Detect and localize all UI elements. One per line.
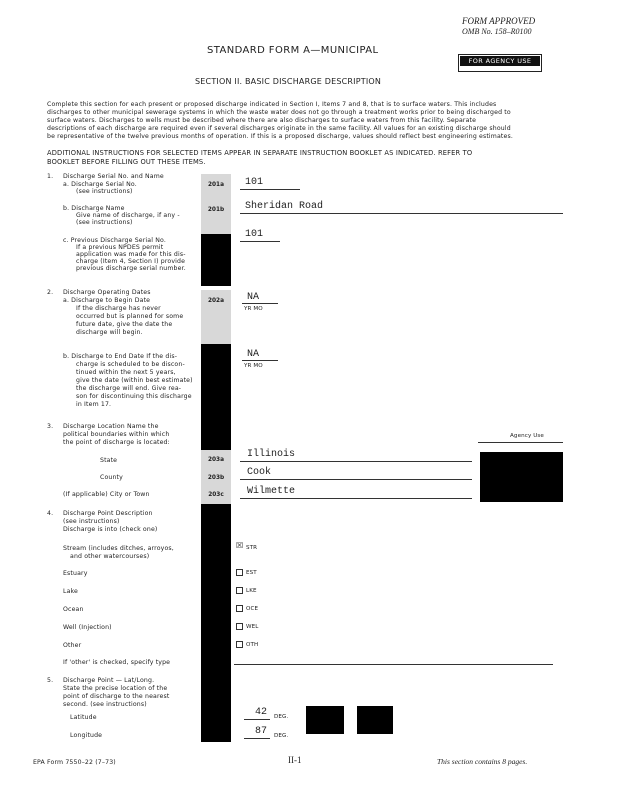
underline <box>240 461 472 462</box>
end-date-value[interactable]: NA <box>247 349 260 360</box>
underline <box>240 479 472 480</box>
underline <box>242 303 278 304</box>
specify-label: If 'other' is checked, specify type <box>63 659 171 666</box>
item3-title: political boundaries within which <box>63 431 170 438</box>
item4-number: 4. <box>47 510 54 517</box>
item2a-label: a. Discharge to Begin Date <box>63 297 151 304</box>
latitude-label: Latitude <box>70 714 97 721</box>
item1-number: 1. <box>47 173 54 180</box>
stream-checkbox[interactable]: ☒ <box>236 541 244 550</box>
item2a-sub: future date, give the date the <box>76 321 173 328</box>
intro-line-5: be representative of the twelve previous months of operation. If this is a proposed discharge, values should reflect best engineering estimates. <box>47 133 513 140</box>
page-number: II-1 <box>288 755 302 765</box>
other-checkbox[interactable] <box>236 641 243 648</box>
longitude-value[interactable]: 87 <box>255 726 268 737</box>
additional-line-2: BOOKLET BEFORE FILLING OUT THESE ITEMS. <box>47 158 206 166</box>
estuary-checkbox[interactable] <box>236 569 243 576</box>
intro-line-1: Complete this section for each present or proposed discharge indicated in Section I, Items 7 and 8, that is to surface waters. This includes <box>47 101 497 108</box>
ocean-label: Ocean <box>63 606 84 613</box>
yr-mo-label: YR MO <box>244 306 263 312</box>
intro-line-3: surface waters. Discharges to wells must be described where there are also discharges to surface waters from this facility. Separate <box>47 117 477 124</box>
stream-label: Stream (includes ditches, arroyos, <box>63 545 174 552</box>
item2b-sub: tinued within the next 5 years, <box>76 369 176 376</box>
county-value[interactable]: Cook <box>247 467 272 478</box>
city-label: (If applicable) City or Town <box>63 491 150 498</box>
specify-field[interactable] <box>234 664 553 665</box>
begin-date-value[interactable]: NA <box>247 292 260 303</box>
underline <box>240 213 563 214</box>
yr-mo-label: YR MO <box>244 363 263 369</box>
item4-title: Discharge is into (check one) <box>63 526 158 533</box>
item1b-label: b. Discharge Name <box>63 205 125 212</box>
section-page-note: This section contains 8 pages. <box>437 757 528 766</box>
item3-title: the point of discharge is located: <box>63 439 170 446</box>
additional-line-1: ADDITIONAL INSTRUCTIONS FOR SELECTED ITEMS APPEAR IN SEPARATE INSTRUCTION BOOKLET AS INDICATED. REFER TO <box>47 149 473 157</box>
redaction-block <box>480 452 563 502</box>
agency-use-small: Agency Use <box>510 433 544 439</box>
underline <box>240 498 472 499</box>
latitude-value[interactable]: 42 <box>255 707 268 718</box>
item1a-sub: (see instructions) <box>76 188 133 195</box>
item5-title: second. (see instructions) <box>63 701 147 708</box>
code-202a: 202a <box>201 296 231 304</box>
item2b-sub: the discharge will end. Give rea- <box>76 385 182 392</box>
intro-line-2: discharges to other municipal sewerage systems in which the waste water does not go through a treatment works prior to being discharged to <box>47 109 511 116</box>
underline <box>240 241 280 242</box>
other-label: Other <box>63 642 82 649</box>
underline <box>478 442 563 443</box>
well-option: WEL <box>246 624 259 630</box>
item3-title: Discharge Location Name the <box>63 423 159 430</box>
item2a-sub: If the discharge has never <box>76 305 161 312</box>
state-value[interactable]: Illinois <box>247 449 296 460</box>
item3-number: 3. <box>47 423 54 430</box>
longitude-label: Longitude <box>70 732 103 739</box>
item2a-sub: occurred but is planned for some <box>76 313 184 320</box>
ocean-checkbox[interactable] <box>236 605 243 612</box>
omb-number: OMB No. 158–R0100 <box>462 27 532 36</box>
estuary-label: Estuary <box>63 570 88 577</box>
item2-title: Discharge Operating Dates <box>63 289 151 296</box>
code-201b: 201b <box>201 205 231 213</box>
item2b-sub: son for discontinuing this discharge <box>76 393 192 400</box>
state-label: State <box>100 457 118 464</box>
item1c-sub: charge (Item 4, Section I) provide <box>76 258 186 265</box>
item1c-label: c. Previous Discharge Serial No. <box>63 237 166 244</box>
code-203a: 203a <box>201 455 231 463</box>
item5-title: State the precise location of the <box>63 685 168 692</box>
item1b-sub: Give name of discharge, if any - <box>76 212 180 219</box>
lake-label: Lake <box>63 588 79 595</box>
underline <box>242 360 278 361</box>
lake-option: LKE <box>246 588 257 594</box>
item1c-sub: previous discharge serial number. <box>76 265 186 272</box>
item1c-sub: application was made for this dis- <box>76 251 186 258</box>
city-value[interactable]: Wilmette <box>247 486 296 497</box>
discharge-name-value[interactable]: Sheridan Road <box>245 201 324 212</box>
item2-number: 2. <box>47 289 54 296</box>
redaction-block <box>306 706 344 734</box>
item2b-sub: charge is scheduled to be discon- <box>76 361 185 368</box>
stream-option: STR <box>246 545 258 551</box>
item2b-sub: give the date (within best estimate) <box>76 377 193 384</box>
lake-checkbox[interactable] <box>236 587 243 594</box>
redaction-block <box>357 706 393 734</box>
item4-title: (see instructions) <box>63 518 120 525</box>
code-201a: 201a <box>201 180 231 188</box>
form-number: EPA Form 7550–22 (7–73) <box>33 759 116 766</box>
form-approved: FORM APPROVED <box>462 16 536 26</box>
estuary-option: EST <box>246 570 257 576</box>
item2a-sub: discharge will begin. <box>76 329 143 336</box>
well-checkbox[interactable] <box>236 623 243 630</box>
redaction-block <box>201 234 231 286</box>
section-title: SECTION II. BASIC DISCHARGE DESCRIPTION <box>195 77 382 86</box>
discharge-serial-value[interactable]: 101 <box>245 177 264 188</box>
redaction-block <box>201 504 231 742</box>
item1a-label: a. Discharge Serial No. <box>63 181 137 188</box>
item5-number: 5. <box>47 677 54 684</box>
other-option: OTH <box>246 642 259 648</box>
code-203c: 203c <box>201 490 231 498</box>
county-label: County <box>100 474 123 481</box>
well-label: Well (Injection) <box>63 624 112 631</box>
item2b-sub: in Item 17. <box>76 401 112 408</box>
code-203b: 203b <box>201 473 231 481</box>
item5-title: Discharge Point — Lat/Long. <box>63 677 155 684</box>
intro-line-4: descriptions of each discharge are required even if several discharges originate in the same facility. All values for an existing discharge should <box>47 125 511 132</box>
item2b-label: b. Discharge to End Date If the dis- <box>63 353 178 360</box>
previous-serial-value[interactable]: 101 <box>245 229 264 240</box>
underline <box>244 738 270 739</box>
item5-title: point of discharge to the nearest <box>63 693 170 700</box>
stream-label: and other watercourses) <box>70 553 150 560</box>
agency-use-box <box>458 54 542 72</box>
underline <box>240 189 300 190</box>
item4-title: Discharge Point Description <box>63 510 153 517</box>
ocean-option: OCE <box>246 606 259 612</box>
item1b-sub: (see instructions) <box>76 219 133 226</box>
item1-title: Discharge Serial No. and Name <box>63 173 164 180</box>
underline <box>244 719 270 720</box>
item1c-sub: If a previous NPDES permit <box>76 244 164 251</box>
redaction-block <box>201 344 231 450</box>
latitude-deg: DEG. <box>274 714 289 720</box>
longitude-deg: DEG. <box>274 733 289 739</box>
agency-use-label: FOR AGENCY USE <box>460 56 540 66</box>
page-title: STANDARD FORM A—MUNICIPAL <box>207 45 379 56</box>
